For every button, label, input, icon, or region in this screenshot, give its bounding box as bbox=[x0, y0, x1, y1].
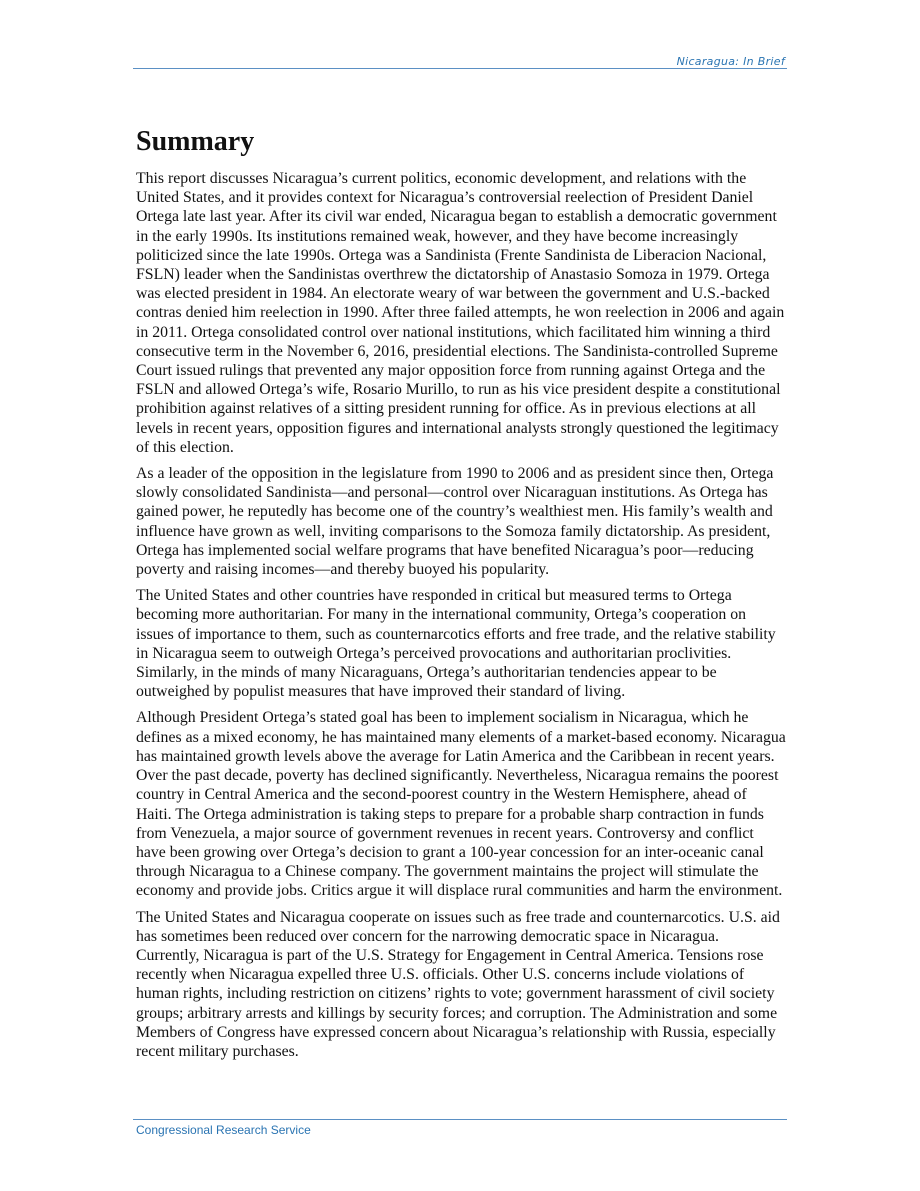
summary-paragraph-3: The United States and other countries have responded in critical but measured terms to Ortega becoming more authoritarian. For many in the international community, Ortega’s cooperation on issues of importance to them, such as counternarcotics efforts and free trade, and the relative stability in Nicaragua seem to outweigh Ortega’s perceived provocations and authoritarian proclivities. Similarly, in the minds of many Nicaraguans, Ortega’s authoritarian tendencies appear to be outweighed by populist measures that have improved their standard of living. bbox=[136, 587, 776, 701]
summary-paragraph-5: The United States and Nicaragua cooperate on issues such as free trade and counternarcotics. U.S. aid has sometimes been reduced over concern for the narrowing democratic space in Nicaragua. Currently, Nicaragua is part of the U.S. Strategy for Engagement in Central America. Tensions rose recently when Nicaragua expelled three U.S. officials. Other U.S. concerns include violations of human rights, including restriction on citizens’ rights to vote; government harassment of civil society groups; arbitrary arrests and killings by security forces; and corruption. The Administration and some Members of Congress have expressed concern about Nicaragua’s relationship with Russia, especially recent military purchases. bbox=[136, 908, 780, 1060]
header-rule bbox=[133, 68, 787, 69]
section-title: Summary bbox=[136, 126, 255, 157]
summary-paragraph-1: This report discusses Nicaragua’s current politics, economic development, and relations with the United States, and it provides context for Nicaragua’s controversial reelection of President Daniel Ortega late last year. After its civil war ended, Nicaragua began to establish a democratic government in the early 1990s. Its institutions remained weak, however, and they have become increasingly politicized since the late 1990s. Ortega was a Sandinista (Frente Sandinista de Liberacion Nacional, FSLN) leader when the Sandinistas overthrew the dictatorship of Anastasio Somoza in 1979. Ortega was elected president in 1984. An electorate weary of war between the government and U.S.-backed contras denied him reelection in 1990. After three failed attempts, he won reelection in 2006 and again in 2011. Ortega consolidated control over national institutions, which facilitated him winning a third consecutive term in the November 6, 2016, presidential elections. The Sandinista-controlled Supreme Court issued rulings that prevented any major opposition force from running against Ortega and the FSLN and allowed Ortega’s wife, Rosario Murillo, to run as his vice president despite a constitutional prohibition against relatives of a sitting president running for office. As in previous elections at all levels in recent years, opposition figures and international analysts strongly questioned the legitimacy of this election. bbox=[136, 170, 785, 456]
running-header-title: Nicaragua: In Brief bbox=[676, 55, 785, 68]
footer-publisher: Congressional Research Service bbox=[136, 1123, 311, 1137]
summary-paragraph-2: As a leader of the opposition in the legislature from 1990 to 2006 and as president since then, Ortega slowly consolidated Sandinista—and personal—control over Nicaraguan institutions. As Ortega has gained power, he reputedly has become one of the country’s wealthiest men. His family’s wealth and influence have grown as well, inviting comparisons to the Somoza family dictatorship. As president, Ortega has implemented social welfare programs that have benefited Nicaragua’s poor—reducing poverty and raising incomes—and thereby buoyed his popularity. bbox=[136, 465, 774, 579]
summary-paragraph-4: Although President Ortega’s stated goal has been to implement socialism in Nicaragua, which he defines as a mixed economy, he has maintained many elements of a market-based economy. Nicaragua has maintained growth levels above the average for Latin America and the Caribbean in recent years. Over the past decade, poverty has declined significantly. Nevertheless, Nicaragua remains the poorest country in Central America and the second-poorest country in the Western Hemisphere, ahead of Haiti. The Ortega administration is taking steps to prepare for a probable sharp contraction in funds from Venezuela, a major source of government revenues in recent years. Controversy and conflict have been growing over Ortega’s decision to grant a 100-year concession for an inter-oceanic canal through Nicaragua to a Chinese company. The government maintains the project will stimulate the economy and provide jobs. Critics argue it will displace rural communities and harm the environment. bbox=[136, 709, 786, 900]
footer-rule bbox=[133, 1119, 787, 1120]
summary-section bbox=[136, 122, 786, 1068]
